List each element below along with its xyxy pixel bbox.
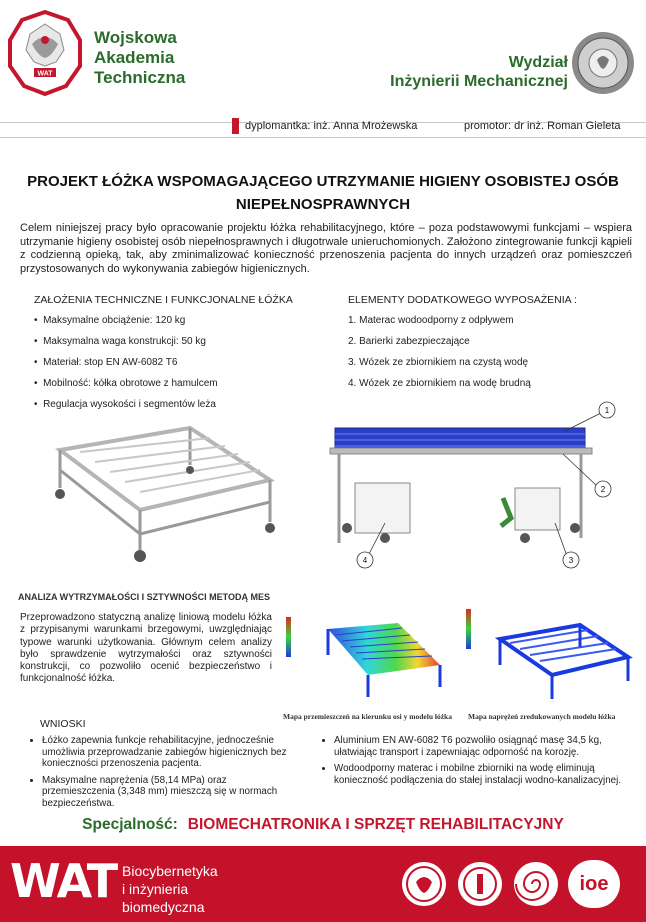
header-accent-bar	[232, 118, 239, 134]
assumptions-heading: ZAŁOŻENIA TECHNICZNE I FUNKCJONALNE ŁÓŻKA	[34, 294, 293, 306]
equipment-heading: ELEMENTY DODATKOWEGO WYPOSAŻENIA :	[348, 294, 577, 306]
list-item: • Maksymalne naprężenia (58,14 MPa) oraz przemieszczenia (3,348 mm) mieszczą się w normach bezpieczeństwa.	[42, 775, 302, 810]
assumptions-list	[34, 310, 218, 415]
callout-1: 1	[604, 406, 610, 415]
footer-spiral-logo-icon	[512, 860, 560, 908]
list-item: 3. Wózek ze zbiornikiem na czystą wodę	[348, 357, 529, 368]
specialty-value: BIOMECHATRONIKA I SPRZĘT REHABILITACYJNY	[187, 816, 564, 833]
footer-wat-logo: WAT	[10, 854, 117, 908]
supervisor-line: promotor: dr inż. Roman Gieleta	[464, 120, 621, 132]
bed-frame-render	[40, 410, 290, 570]
list-item: • Maksymalna waga konstrukcji: 50 kg	[34, 336, 206, 347]
caption-displacement: Mapa przemieszczeń na kierunku osi y modelu łóżka	[283, 712, 452, 721]
svg-text:WAT: WAT	[37, 70, 53, 78]
specialty-line	[0, 816, 646, 834]
list-item: 1. Materac wodoodporny z odpływem	[348, 315, 514, 326]
intro-paragraph: Celem niniejszej pracy było opracowanie projektu łóżka rehabilitacyjnego, które – poza podstawowymi funkcjami – wspiera utrzymanie higieny osobistej osób niepełnosprawnych i długotrwale unieruchomionych. Założono zintegrowanie funkcji kąpieli z codzienną opieką, tak, aby zminimalizować konieczność przenoszenia pacjenta do innych urządzeń oraz pomieszczeń przystosowanych do wykonywania zabiegów higienicznych.	[20, 222, 632, 275]
callout-2: 2	[600, 485, 606, 494]
list-item: • Maksymalne obciążenie: 120 kg	[34, 315, 186, 326]
list-item: • Aluminium EN AW-6082 T6 pozwoliło osiągnąć masę 34,5 kg, ułatwiając transport i zapewniając odporność na korozję.	[334, 735, 622, 758]
conclusions-right	[322, 735, 622, 791]
list-item: • Wodoodporny materac i mobilne zbiorniki na wodę eliminują konieczność podłączenia do stałej instalacji wodno-kanalizacyjnej.	[334, 763, 622, 786]
footer-society-logo-icon	[456, 860, 504, 908]
faculty-name: Wydział Inżynierii Mechanicznej	[390, 54, 568, 90]
university-crest-icon	[8, 10, 82, 96]
footer-emblem-logo-icon	[400, 860, 448, 908]
list-item: • Łóżko zapewnia funkcje rehabilitacyjne, jednocześnie umożliwia przeprowadzanie zabiegów higienicznych bez konieczności przenoszenia pacjenta.	[42, 735, 302, 770]
list-item: 4. Wózek ze zbiornikiem na wodę brudną	[348, 378, 531, 389]
specialty-label: Specjalność:	[82, 816, 178, 833]
list-item: • Mobilność: kółka obrotowe z hamulcem	[34, 378, 218, 389]
faculty-gear-logo-icon	[570, 30, 636, 96]
conclusions-heading: WNIOSKI	[40, 718, 86, 730]
footer-ioe-logo: ioe	[568, 860, 620, 908]
list-item: 2. Barierki zabezpieczające	[348, 336, 470, 347]
equipment-list	[348, 310, 531, 394]
university-name: Wojskowa Akademia Techniczna	[94, 28, 186, 87]
analysis-heading: ANALIZA WYTRZYMAŁOŚCI I SZTYWNOŚCI METODĄ MES	[18, 592, 270, 602]
fem-displacement-map	[280, 595, 460, 705]
analysis-paragraph: Przeprowadzono statyczną analizę liniową modelu łóżka z przypisanymi warunkami brzegowymi, uwzględniając typowe warunki użytkowania. Głównym celem analizy było sprawdzenie wytrzymałości oraz sztywności konstrukcji, co pozwoliło ocenić bezpieczeństwo i funkcjonalność łóżka.	[20, 612, 272, 685]
fem-stress-map	[460, 595, 640, 705]
callout-3: 3	[568, 556, 574, 565]
header-rule-lower	[0, 137, 646, 138]
footer-program-name: Biocybernetyka i inżynieria biomedyczna	[122, 863, 218, 915]
author-line: dyplomantka: inż. Anna Mrożewska	[245, 120, 418, 132]
conclusions-left	[30, 735, 302, 815]
callout-4: 4	[362, 556, 368, 565]
poster-title: PROJEKT ŁÓŻKA WSPOMAGAJĄCEGO UTRZYMANIE HIGIENY OSOBISTEJ OSÓB NIEPEŁNOSPRAWNYCH	[27, 173, 619, 213]
caption-stress: Mapa naprężeń zredukowanych modelu łóżka	[468, 712, 616, 721]
list-item: • Regulacja wysokości i segmentów leża	[34, 399, 216, 410]
bed-equipment-render	[325, 398, 620, 570]
list-item: • Materiał: stop EN AW-6082 T6	[34, 357, 178, 368]
